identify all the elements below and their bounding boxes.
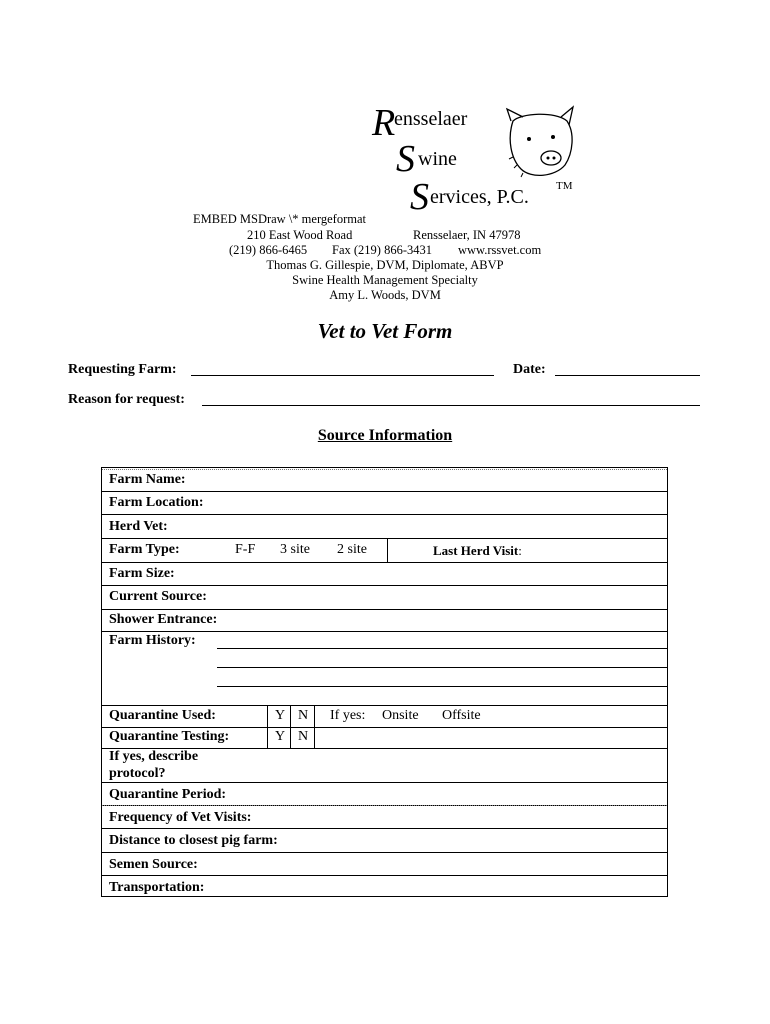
reason-field[interactable] <box>202 405 700 406</box>
farm-type-ff-option[interactable]: F-F <box>235 542 256 557</box>
quarantine-used-yes[interactable]: Y <box>275 708 286 723</box>
farm-size-label: Farm Size: <box>109 566 175 581</box>
quarantine-used-label: Quarantine Used: <box>109 708 216 723</box>
describe-protocol-label-line1: If yes, describe <box>109 749 199 764</box>
website: www.rssvet.com <box>458 243 542 257</box>
transportation-label: Transportation: <box>109 880 205 895</box>
vet-name-1: Thomas G. Gillespie, DVM, Diplomate, ABVP <box>266 258 504 272</box>
requesting-farm-field[interactable] <box>191 375 494 376</box>
vet-name-2: Amy L. Woods, DVM <box>329 288 441 302</box>
date-field[interactable] <box>555 375 700 376</box>
logo-s1-rest: wine <box>418 148 457 170</box>
logo-r-rest: ensselaer <box>394 108 468 130</box>
semen-source-label: Semen Source: <box>109 857 198 872</box>
fax-number: Fax (219) 866-3431 <box>332 243 432 257</box>
vet-visits-label: Frequency of Vet Visits: <box>109 810 252 825</box>
logo-s1-initial: S <box>396 138 415 180</box>
form-title: Vet to Vet Form <box>317 319 453 343</box>
source-info-table <box>101 467 668 897</box>
onsite-option[interactable]: Onsite <box>382 708 419 723</box>
logo-s2-rest: ervices, P.C. <box>430 186 529 208</box>
farm-type-3site-option[interactable]: 3 site <box>280 542 310 557</box>
trademark-symbol: TM <box>556 180 573 192</box>
last-herd-visit-label: Last Herd Visit: <box>433 543 522 558</box>
farm-history-line-2[interactable] <box>217 667 668 668</box>
distance-label: Distance to closest pig farm: <box>109 833 278 848</box>
street-address: 210 East Wood Road <box>247 228 353 242</box>
quarantine-period-label: Quarantine Period: <box>109 787 227 802</box>
logo-r-initial: R <box>372 102 396 144</box>
offsite-option[interactable]: Offsite <box>442 708 481 723</box>
describe-protocol-label-line2: protocol? <box>109 766 166 781</box>
quarantine-testing-yes[interactable]: Y <box>275 729 286 744</box>
embed-field-code: EMBED MSDraw \* mergeformat <box>193 212 367 226</box>
section-title: Source Information <box>317 427 453 444</box>
phone-number: (219) 866-6465 <box>229 243 308 257</box>
reason-label: Reason for request: <box>68 392 185 407</box>
if-yes-label: If yes: <box>330 708 366 723</box>
farm-history-label: Farm History: <box>109 633 196 648</box>
farm-location-label: Farm Location: <box>109 495 204 510</box>
herd-vet-label: Herd Vet: <box>109 519 168 534</box>
quarantine-testing-no[interactable]: N <box>298 729 309 744</box>
logo-s2-initial: S <box>410 176 429 218</box>
quarantine-testing-label: Quarantine Testing: <box>109 729 230 744</box>
farm-name-label: Farm Name: <box>109 472 186 487</box>
city-state-zip: Rensselaer, IN 47978 <box>413 228 521 242</box>
quarantine-used-no[interactable]: N <box>298 708 309 723</box>
farm-history-line-3[interactable] <box>217 686 668 687</box>
specialty: Swine Health Management Specialty <box>292 273 478 287</box>
shower-entrance-label: Shower Entrance: <box>109 612 218 627</box>
requesting-farm-label: Requesting Farm: <box>68 362 177 377</box>
pig-head-icon <box>503 103 579 183</box>
farm-history-line-1[interactable] <box>217 648 668 649</box>
date-label: Date: <box>513 362 546 377</box>
farm-type-label: Farm Type: <box>109 542 180 557</box>
farm-type-2site-option[interactable]: 2 site <box>337 542 367 557</box>
current-source-label: Current Source: <box>109 589 207 604</box>
